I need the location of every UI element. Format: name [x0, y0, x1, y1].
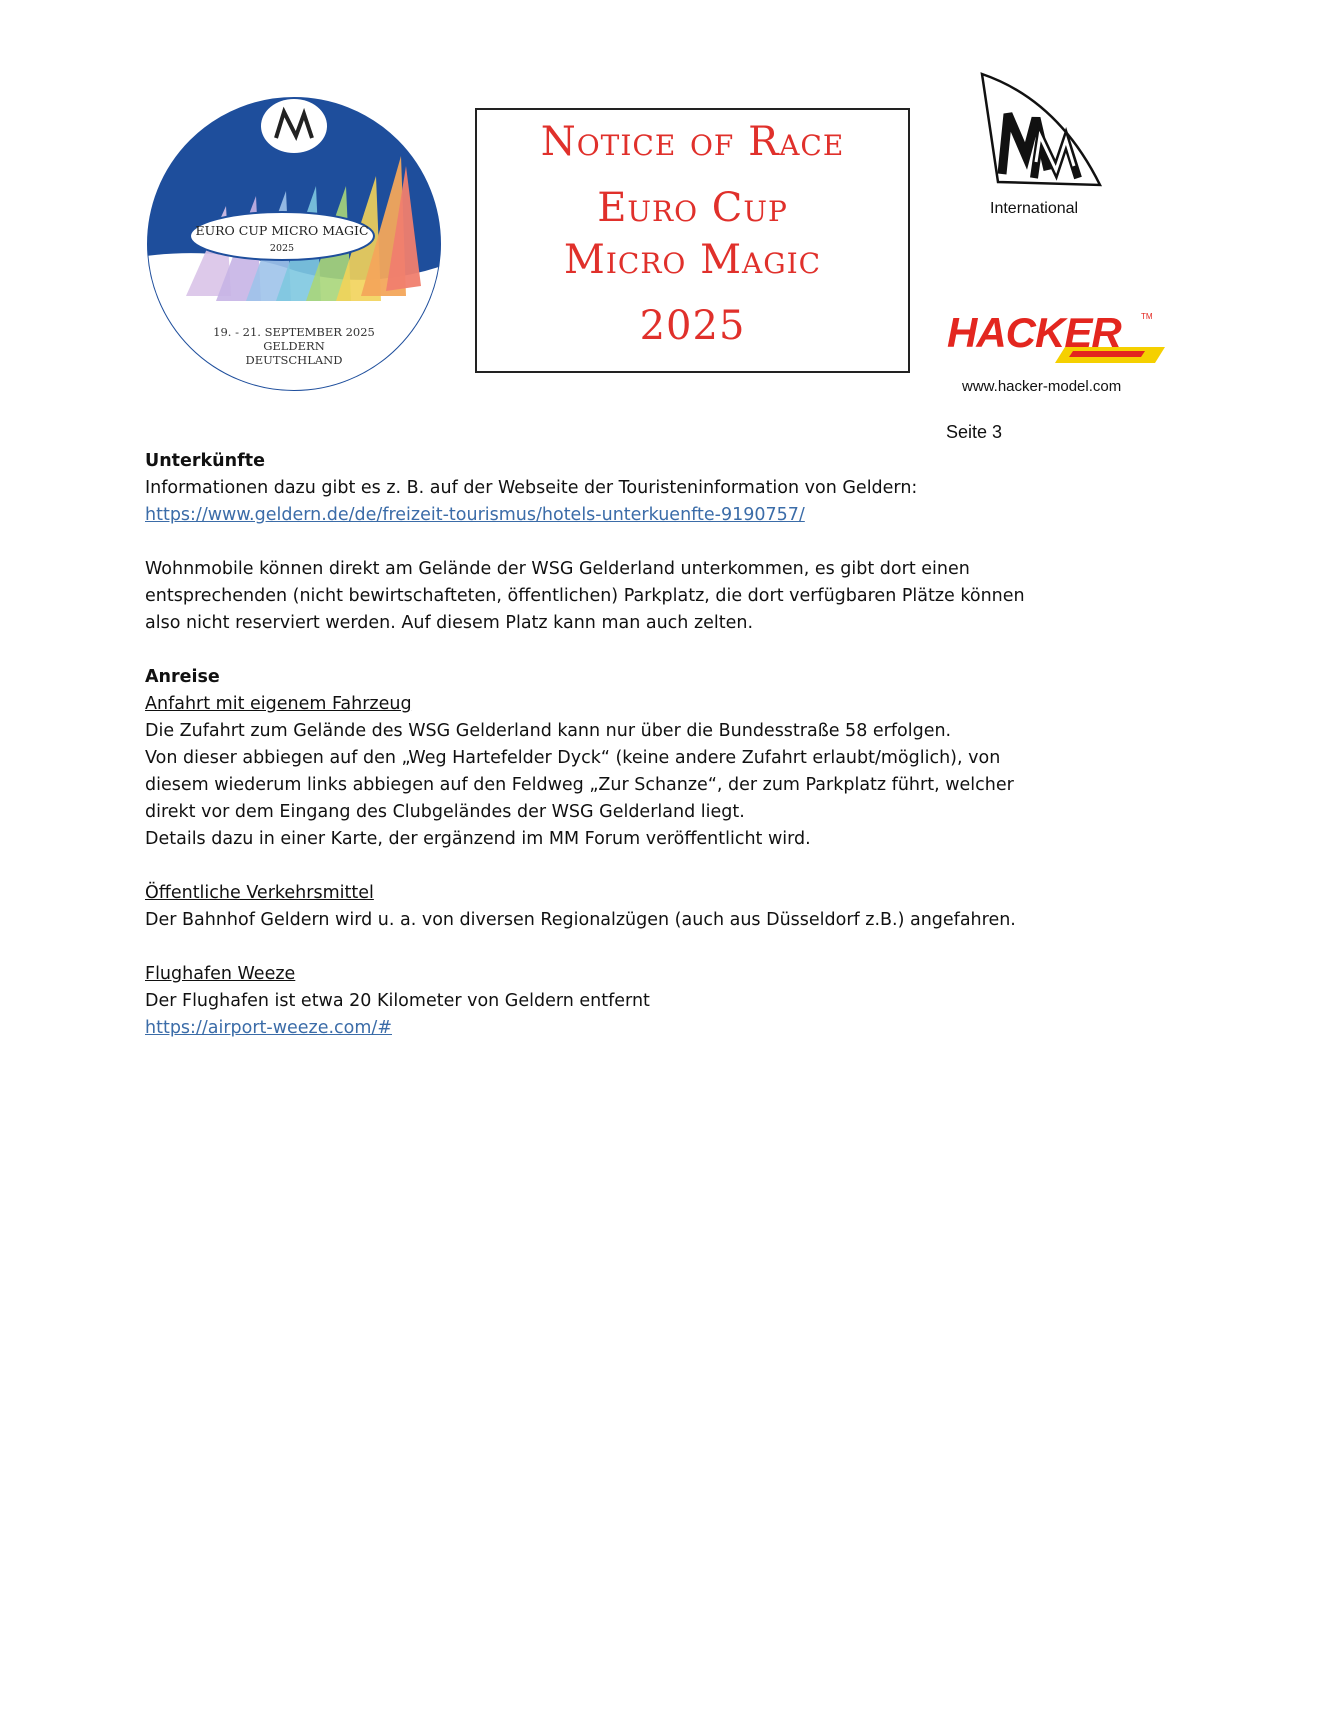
accommodation-intro: Informationen dazu gibt es z. B. auf der Webseite der Touristeninformation von Geldern:: [145, 478, 918, 498]
motorhome-text-line: entsprechenden (nicht bewirtschafteten, öffentlichen) Parkplatz, die dort verfügbaren Plätze können: [145, 586, 1025, 606]
notice-year: 2025: [639, 303, 746, 349]
hacker-logo: [945, 307, 1165, 365]
own-vehicle-line: Die Zufahrt zum Gelände des WSG Gelderland kann nur über die Bundesstraße 58 erfolgen.: [145, 721, 952, 741]
airport-subheading: Flughafen Weeze: [145, 964, 296, 984]
own-vehicle-line: diesem wiederum links abbiegen auf den Feldweg „Zur Schanze“, der zum Parkplatz führt, welcher: [145, 775, 1014, 795]
geldern-hotels-link[interactable]: https://www.geldern.de/de/freizeit-tourismus/hotels-unterkuenfte-9190757/: [145, 505, 805, 525]
notice-title: Notice of Race: [540, 119, 845, 165]
event-logo-title: EURO CUP MICRO MAGIC: [195, 223, 369, 238]
motorhome-text-line: also nicht reserviert werden. Auf diesem Platz kann man auch zelten.: [145, 613, 754, 633]
accommodation-heading: Unterkünfte: [145, 451, 265, 471]
notice-event-line2: Micro Magic: [563, 237, 822, 283]
own-vehicle-line: direkt vor dem Eingang des Clubgeländes der WSG Gelderland liegt.: [145, 802, 745, 822]
motorhome-text-line: Wohnmobile können direkt am Gelände der WSG Gelderland unterkommen, es gibt dort einen: [145, 559, 970, 579]
page-number: Seite 3: [946, 422, 1003, 442]
event-logo-city: GELDERN: [263, 339, 325, 353]
mm-logo-caption: International: [990, 200, 1079, 217]
euro-cup-event-logo: [146, 96, 442, 392]
notice-event-line1: Euro Cup: [597, 185, 788, 231]
svg-text:HACKER: HACKER: [947, 309, 1121, 356]
document-body: [145, 448, 1105, 1042]
own-vehicle-subheading: Anfahrt mit eigenem Fahrzeug: [145, 694, 412, 714]
arrival-heading: Anreise: [145, 667, 220, 687]
event-logo-country: DEUTSCHLAND: [245, 353, 343, 367]
public-transport-text: Der Bahnhof Geldern wird u. a. von diversen Regionalzügen (auch aus Düsseldorf z.B.) angefahren.: [145, 910, 1016, 930]
own-vehicle-line: Von dieser abbiegen auf den „Weg Hartefelder Dyck“ (keine andere Zufahrt erlaubt/möglich), von: [145, 748, 1001, 768]
own-vehicle-line: Details dazu in einer Karte, der ergänzend im MM Forum veröffentlicht wird.: [145, 829, 811, 849]
public-transport-subheading: Öffentliche Verkehrsmittel: [145, 883, 374, 903]
svg-text:TM: TM: [1141, 312, 1153, 321]
mm-badge-icon: [261, 99, 327, 153]
airport-weeze-link[interactable]: https://airport-weeze.com/#: [145, 1018, 392, 1038]
hacker-website: www.hacker-model.com: [962, 378, 1122, 395]
event-logo-dates: 19. - 21. SEPTEMBER 2025: [213, 325, 375, 339]
mm-international-logo: [978, 70, 1108, 200]
airport-text: Der Flughafen ist etwa 20 Kilometer von Geldern entfernt: [145, 991, 650, 1011]
notice-of-race-box: [475, 108, 910, 373]
event-logo-year: 2025: [269, 243, 295, 254]
